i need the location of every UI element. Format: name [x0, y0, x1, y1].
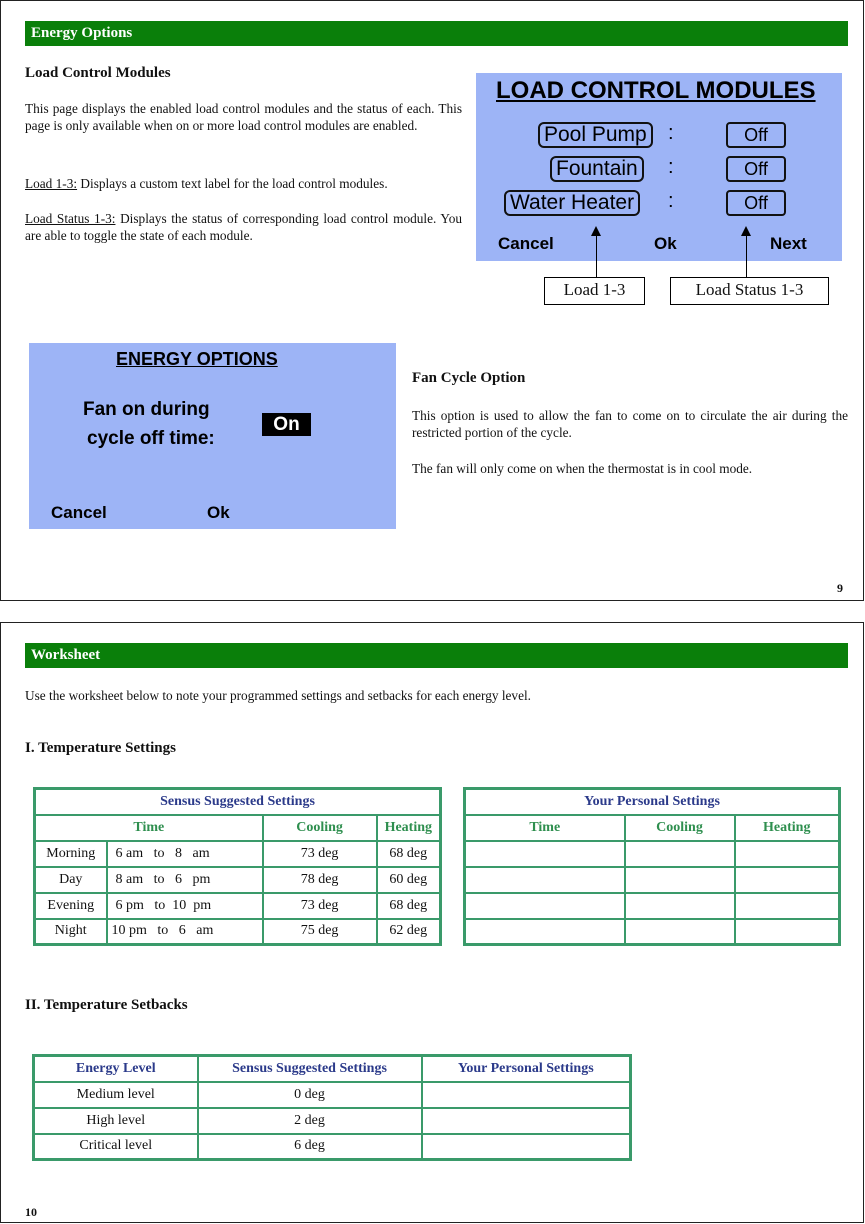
ok-button[interactable]: Ok [207, 503, 230, 522]
page-9 [0, 0, 864, 601]
suggested-cell: 6 deg [198, 1134, 422, 1160]
section-title-bar: Energy Options [25, 21, 848, 46]
level-cell: High level [34, 1108, 198, 1134]
personal-settings-table [463, 787, 841, 946]
table-title: Sensus Suggested Settings [35, 789, 441, 815]
level-cell: Critical level [34, 1134, 198, 1160]
fan-cycle-value[interactable]: On [262, 413, 311, 436]
table-row [35, 867, 441, 893]
period-cell: Evening [35, 893, 107, 919]
arrow-line [596, 235, 597, 277]
end-time: 8 [175, 845, 182, 861]
start-time: 6 am [115, 845, 144, 861]
col-header-personal: Your Personal Settings [422, 1056, 631, 1082]
time-cell[interactable] [465, 919, 625, 945]
col-header-time: Time [465, 815, 625, 841]
load-1-label[interactable]: Pool Pump [538, 122, 653, 148]
page-number: 9 [837, 581, 843, 595]
arrow-up-icon [741, 226, 751, 236]
time-cell[interactable] [465, 893, 625, 919]
lcm-screen-title: LOAD CONTROL MODULES [496, 77, 816, 104]
page-number: 10 [25, 1205, 37, 1219]
status-description [25, 210, 462, 244]
fan-paragraph-2: The fan will only come on when the thermostat is in cool mode. [412, 461, 753, 476]
to-text: to [153, 871, 165, 887]
heating-cell[interactable] [735, 919, 840, 945]
colon: : [668, 156, 674, 178]
cooling-cell[interactable] [625, 893, 735, 919]
cooling-cell: 73 deg [263, 893, 377, 919]
col-header-time: Time [35, 815, 263, 841]
table-title: Your Personal Settings [465, 789, 840, 815]
colon: : [668, 122, 674, 144]
table-row [465, 919, 840, 945]
callout-load: Load 1-3 [544, 277, 645, 305]
callout-load-status: Load Status 1-3 [670, 277, 829, 305]
setbacks-heading: II. Temperature Setbacks [25, 997, 188, 1013]
to-text: to [154, 897, 166, 913]
table-row [34, 1082, 631, 1108]
arrow-line [746, 235, 747, 277]
heating-cell[interactable] [735, 841, 840, 867]
heating-cell: 68 deg [377, 841, 441, 867]
cooling-cell: 73 deg [263, 841, 377, 867]
page-10 [0, 622, 864, 1223]
level-cell: Medium level [34, 1082, 198, 1108]
status-desc-text: Displays the status of corresponding load control module. You are able to toggle the state of each module. [25, 211, 462, 243]
lcm-heading: Load Control Modules [25, 65, 171, 81]
arrow-up-icon [591, 226, 601, 236]
heating-cell: 60 deg [377, 867, 441, 893]
colon: : [668, 190, 674, 212]
personal-cell[interactable] [422, 1134, 631, 1160]
next-button[interactable]: Next [770, 234, 807, 253]
end-unit: pm [192, 871, 211, 887]
cancel-button[interactable]: Cancel [51, 503, 107, 522]
time-range-cell [107, 841, 263, 867]
energy-screen-title: ENERGY OPTIONS [116, 349, 278, 369]
end-unit: pm [193, 897, 212, 913]
load-desc-text: Displays a custom text label for the load control modules. [77, 176, 388, 191]
fan-paragraph-1: This option is used to allow the fan to come on to circulate the air during the restricted portion of the cycle. [412, 408, 848, 440]
lcm-paragraph: This page displays the enabled load control modules and the status of each. This page is only available when on or more load control modules are enabled. [25, 101, 462, 133]
col-header-heating: Heating [735, 815, 840, 841]
table-row [465, 841, 840, 867]
col-header-energy-level: Energy Level [34, 1056, 198, 1082]
table-row [34, 1108, 631, 1134]
end-unit: am [192, 845, 210, 861]
start-time: 8 am [115, 871, 144, 887]
heating-cell: 68 deg [377, 893, 441, 919]
personal-cell[interactable] [422, 1108, 631, 1134]
to-text: to [153, 845, 165, 861]
end-time: 6 [175, 871, 182, 887]
to-text: to [157, 923, 169, 939]
cancel-button[interactable]: Cancel [498, 234, 554, 253]
time-cell[interactable] [465, 841, 625, 867]
table-row [35, 893, 441, 919]
load-description [25, 175, 462, 192]
end-unit: am [196, 923, 214, 939]
worksheet-intro: Use the worksheet below to note your programmed settings and setbacks for each energy level. [25, 688, 531, 703]
period-cell: Day [35, 867, 107, 893]
load-3-label[interactable]: Water Heater [504, 190, 640, 216]
cooling-cell: 78 deg [263, 867, 377, 893]
period-cell: Morning [35, 841, 107, 867]
load-1-status[interactable]: Off [726, 122, 786, 148]
heating-cell[interactable] [735, 867, 840, 893]
start-time: 10 pm [111, 923, 147, 939]
setbacks-table [32, 1054, 632, 1161]
cooling-cell: 75 deg [263, 919, 377, 945]
lcm-screen [476, 73, 842, 261]
table-row [465, 893, 840, 919]
suggested-cell: 2 deg [198, 1108, 422, 1134]
table-row [465, 867, 840, 893]
heating-cell: 62 deg [377, 919, 441, 945]
time-range-cell [107, 893, 263, 919]
start-time: 6 pm [115, 897, 144, 913]
end-time: 6 [178, 923, 186, 939]
heating-cell[interactable] [735, 893, 840, 919]
col-header-cooling: Cooling [625, 815, 735, 841]
cooling-cell[interactable] [625, 867, 735, 893]
cooling-cell[interactable] [625, 841, 735, 867]
time-cell[interactable] [465, 867, 625, 893]
section-title-bar: Worksheet [25, 643, 848, 668]
suggested-cell: 0 deg [198, 1082, 422, 1108]
fan-line-2: cycle off time: [87, 428, 215, 449]
table-row [35, 919, 441, 945]
period-cell: Night [35, 919, 107, 945]
cooling-cell[interactable] [625, 919, 735, 945]
load-2-status[interactable]: Off [726, 156, 786, 182]
load-2-label[interactable]: Fountain [550, 156, 644, 182]
load-label: Load 1-3: [25, 176, 78, 191]
temp-settings-heading: I. Temperature Settings [25, 740, 176, 756]
fan-heading: Fan Cycle Option [412, 370, 526, 386]
col-header-suggested: Sensus Suggested Settings [198, 1056, 422, 1082]
time-range-cell [107, 919, 263, 945]
load-3-status[interactable]: Off [726, 190, 786, 216]
energy-options-screen [29, 343, 396, 529]
table-row [35, 841, 441, 867]
fan-line-1: Fan on during [83, 399, 210, 420]
end-time: 10 [172, 897, 187, 913]
status-label: Load Status 1-3: [25, 211, 116, 226]
ok-button[interactable]: Ok [654, 234, 677, 253]
col-header-cooling: Cooling [263, 815, 377, 841]
col-header-heating: Heating [377, 815, 441, 841]
suggested-settings-table [33, 787, 442, 946]
time-range-cell [107, 867, 263, 893]
table-row [34, 1134, 631, 1160]
personal-cell[interactable] [422, 1082, 631, 1108]
